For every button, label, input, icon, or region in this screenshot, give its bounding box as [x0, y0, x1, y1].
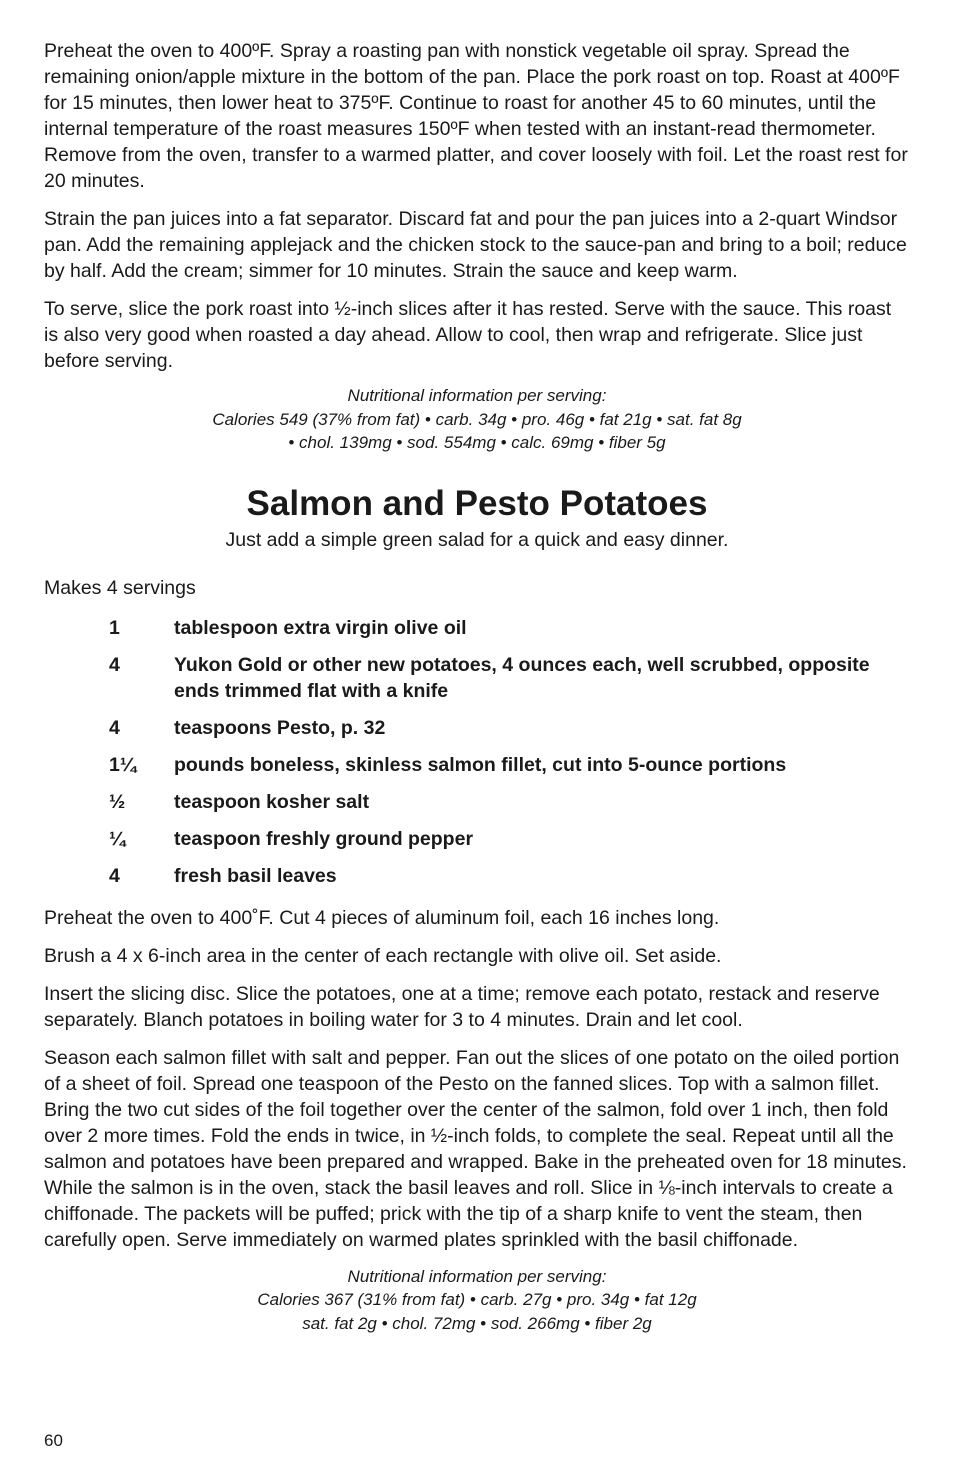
ingredient-item — [44, 715, 910, 741]
ingredient-qty: 4 — [109, 716, 120, 739]
ingredient-desc: tablespoon extra virgin olive oil — [174, 616, 467, 639]
ingredient-desc: fresh basil leaves — [174, 864, 337, 887]
nutrition-line: Calories 549 (37% from fat) • carb. 34g • pro. 46g • fat 21g • sat. fat 8g — [212, 409, 742, 429]
ingredient-list — [44, 615, 910, 889]
nutrition-line: • chol. 139mg • sod. 554mg • calc. 69mg • fiber 5g — [288, 433, 666, 452]
ingredient-desc: pounds boneless, skinless salmon fillet, cut into 5-ounce portions — [174, 753, 787, 776]
salmon-step-3: Insert the slicing disc. Slice the potatoes, one at a time; remove each potato, restack and reserve separately. Blanch potatoes in boiling water for 3 to 4 minutes. Drain and let cool. — [44, 982, 880, 1031]
ingredient-desc: teaspoons Pesto, p. 32 — [174, 716, 386, 739]
nutrition-line: sat. fat 2g • chol. 72mg • sod. 266mg • fiber 2g — [302, 1313, 652, 1333]
ingredient-desc: Yukon Gold or other new potatoes, 4 ounces each, well scrubbed, opposite ends trimmed flat with a knife — [174, 653, 870, 702]
nutrition-line: Calories 367 (31% from fat) • carb. 27g • pro. 34g • fat 12g — [257, 1290, 697, 1309]
salmon-step-4: Season each salmon fillet with salt and pepper. Fan out the slices of one potato on the oiled portion of a sheet of foil. Spread one teaspoon of the Pesto on the fanned slices. Top with a salmon fillet. Bring the two cut sides of the foil together over the center of the salmon, fold over 1 inch, then fold over 2 more times. Fold the ends in twice, in ½-inch folds, to complete the seal. Repeat until all the salmon and potatoes have been prepared and wrapped. Bake in the preheated oven for 18 minutes. While the salmon is in the oven, stack the basil leaves and roll. Slice in ⅛-inch intervals to create a chiffonade. The packets will be puffed; prick with the tip of a sharp knife to vent the steam, then carefully open. Serve immediately on warmed plates sprinkled with the basil chiffonade. — [44, 1046, 907, 1251]
ingredient-item — [44, 652, 910, 704]
ingredient-qty: 1¼ — [109, 753, 137, 776]
salmon-step-1: Preheat the oven to 400˚F. Cut 4 pieces of aluminum foil, each 16 inches long. — [44, 906, 720, 929]
salmon-step-2: Brush a 4 x 6-inch area in the center of each rectangle with olive oil. Set aside. — [44, 944, 722, 967]
pork-nutrition — [44, 384, 910, 455]
pork-step-3: To serve, slice the pork roast into ½-inch slices after it has rested. Serve with the sauce. This roast is also very good when roasted a day ahead. Allow to cool, then wrap and refrigerate. Slice just before serving. — [44, 298, 892, 372]
nutrition-heading: Nutritional information per serving: — [347, 386, 607, 405]
recipe-subtitle: Just add a simple green salad for a quick and easy dinner. — [225, 528, 729, 551]
ingredient-qty: 1 — [109, 616, 120, 639]
pork-step-1: Preheat the oven to 400ºF. Spray a roasting pan with nonstick vegetable oil spray. Spread the remaining onion/apple mixture in the bottom of the pan. Place the pork roast on top. Roast at 400ºF for 15 minutes, then lower heat to 375ºF. Continue to roast for another 45 to 60 minutes, until the internal temperature of the roast measures 150ºF when tested with an instant-read thermometer. Remove from the oven, transfer to a warmed platter, and cover loosely with foil. Let the roast rest for 20 minutes. — [44, 40, 908, 192]
ingredient-item — [44, 615, 910, 641]
ingredient-qty: 4 — [109, 653, 120, 676]
page-content — [44, 38, 910, 1335]
nutrition-heading: Nutritional information per serving: — [347, 1266, 607, 1286]
salmon-nutrition — [44, 1265, 910, 1336]
ingredient-qty: 4 — [109, 864, 120, 887]
ingredient-item — [44, 789, 910, 815]
ingredient-desc: teaspoon kosher salt — [174, 790, 370, 813]
ingredient-item — [44, 826, 910, 852]
ingredient-qty: ½ — [109, 790, 126, 813]
page-number: 60 — [44, 1431, 63, 1450]
ingredient-item — [44, 752, 910, 778]
pork-step-2: Strain the pan juices into a fat separator. Discard fat and pour the pan juices into a 2-quart Windsor pan. Add the remaining applejack and the chicken stock to the sauce-pan and bring to a boil; reduce by half. Add the cream; simmer for 10 minutes. Strain the sauce and keep warm. — [44, 208, 907, 282]
ingredient-desc: teaspoon freshly ground pepper — [174, 827, 474, 850]
recipe-title: Salmon and Pesto Potatoes — [246, 483, 708, 523]
ingredient-item — [44, 863, 910, 889]
ingredient-qty: ¼ — [109, 827, 126, 850]
servings: Makes 4 servings — [44, 576, 196, 599]
